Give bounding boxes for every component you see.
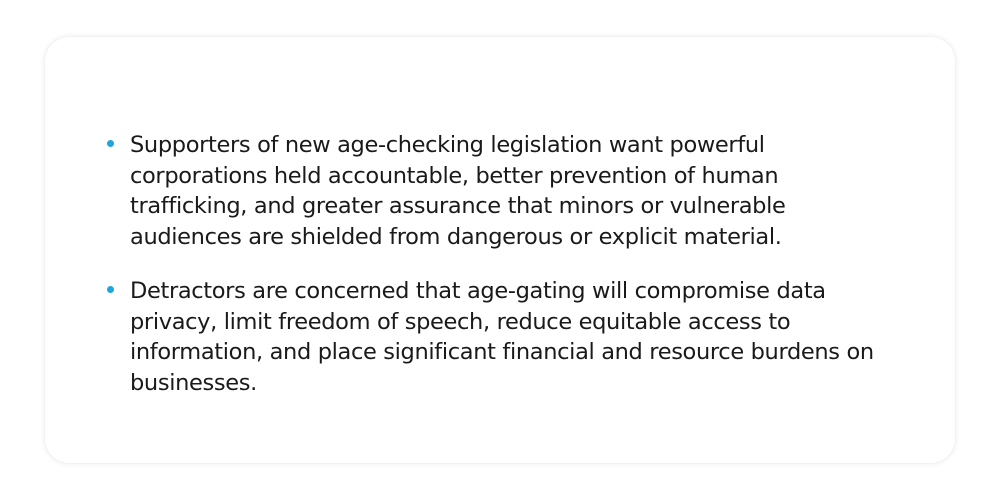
bullet-text: Supporters of new age-checking legislation want powerful corporations held accountable, better prevention of human trafficking, and greater assurance that minors or vulnerable audiences are shielded from dangerous or explicit material.: [130, 132, 786, 250]
bullet-dot-icon: [107, 140, 114, 147]
bullet-list: [130, 130, 900, 398]
bullet-item-detractors: [130, 276, 900, 398]
bullet-text: Detractors are concerned that age-gating will compromise data privacy, limit freedom of speech, reduce equitable access to information, and place significant financial and resource burdens on businesses.: [130, 278, 874, 396]
bullet-item-supporters: [130, 130, 900, 252]
bullet-dot-icon: [107, 286, 114, 293]
content-card: [45, 37, 955, 463]
